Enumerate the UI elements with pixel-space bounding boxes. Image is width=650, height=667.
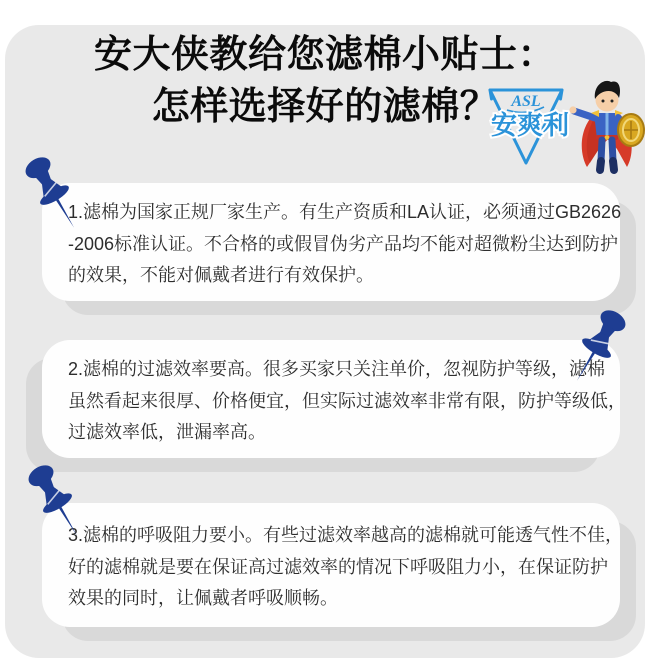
tip-3-line-1: 3.滤棉的呼吸阻力要小。有些过滤效率越高的滤棉就可能透气性不佳， bbox=[68, 525, 624, 545]
tip-card-3 bbox=[42, 503, 624, 627]
tip-3-line-2: 好的滤棉就是要在保证高过滤效率的情况下呼吸阻力小，在保证防护 bbox=[68, 556, 608, 577]
superhero-mascot-icon bbox=[565, 77, 650, 177]
mascot-boots bbox=[600, 161, 614, 170]
tip-1-line-3: 的效果，不能对佩戴者进行有效保护。 bbox=[68, 265, 374, 285]
title-line-1: 安大侠教给您滤棉小贴士： bbox=[93, 34, 556, 76]
mascot-hand bbox=[569, 106, 576, 113]
tip-3-line-3: 效果的同时，让佩戴者呼吸顺畅。 bbox=[68, 588, 338, 608]
tip-2-line-3: 过滤效率低，泄漏率高。 bbox=[68, 422, 266, 442]
mascot-eye-right bbox=[611, 100, 614, 103]
tip-1-line-1: 1.滤棉为国家正规厂家生产。有生产资质和LA认证，必须通过GB2626 bbox=[68, 202, 622, 222]
superhero-mascot bbox=[565, 77, 650, 177]
tip-card-2 bbox=[42, 340, 626, 458]
mascot-arm bbox=[574, 111, 595, 118]
mascot-eye-left bbox=[602, 100, 605, 103]
title-line-2: 怎样选择好的滤棉？ bbox=[151, 86, 499, 128]
poster-panel bbox=[5, 25, 645, 658]
tip-card-1 bbox=[42, 183, 620, 301]
tip-2-line-2: 虽然看起来很厚、价格便宜，但实际过滤效率非常有限，防护等级低， bbox=[68, 390, 626, 411]
logo-brand-text: 安爽利 bbox=[490, 110, 570, 140]
tip-1-line-2: -2006标准认证。不合格的或假冒伪劣产品均不能对超微粉尘达到防护 bbox=[68, 233, 619, 254]
tip-2-line-1: 2.滤棉的过滤效率要高。很多买家只关注单价，忽视防护等级，滤棉 bbox=[68, 359, 606, 379]
logo-abbr-text: ASL bbox=[511, 93, 541, 110]
